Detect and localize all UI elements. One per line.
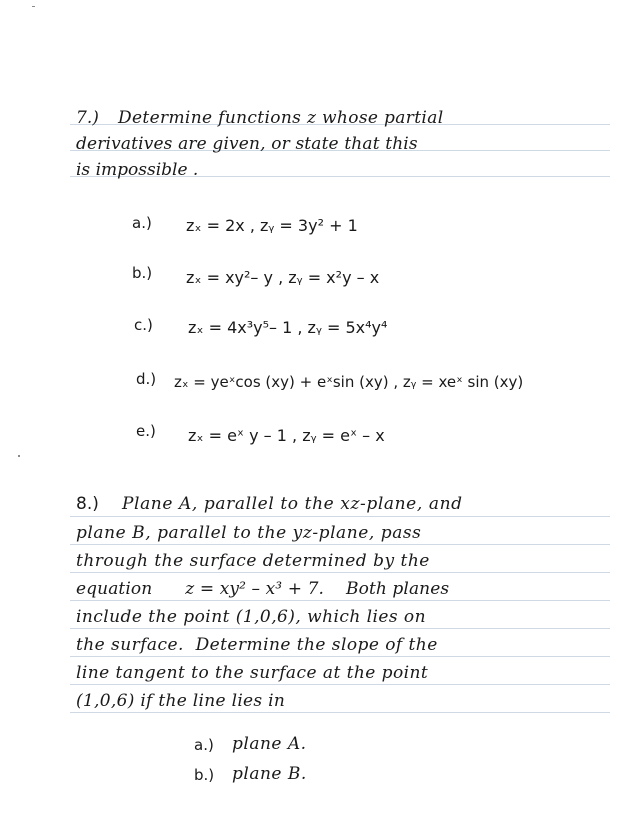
part-8a-label: a.) xyxy=(194,736,214,754)
ruled-line xyxy=(70,712,610,713)
part-8a-text: plane A. xyxy=(232,734,307,754)
part-7c-equation: zₓ = 4x³y⁵– 1 , zᵧ = 5x⁴y⁴ xyxy=(188,318,388,337)
scan-speck xyxy=(32,6,35,7)
problem8-line-3: through the surface determined by the xyxy=(76,551,430,571)
ruled-line xyxy=(70,516,610,517)
ruled-line xyxy=(70,684,610,685)
ruled-line xyxy=(70,600,610,601)
scan-speck xyxy=(18,455,20,457)
ruled-line xyxy=(70,572,610,573)
problem7-line-1: Determine functions z whose partial xyxy=(118,108,444,128)
part-8b-label: b.) xyxy=(194,766,215,784)
problem8-line-4: equation z = xy² – x³ + 7. Both planes xyxy=(76,579,450,599)
part-7a-label: a.) xyxy=(132,214,152,232)
part-7d-equation: zₓ = yeˣcos (xy) + eˣsin (xy) , zᵧ = xeˣ sin (xy) xyxy=(174,373,524,391)
problem8-line-1: Plane A, parallel to the xz-plane, and xyxy=(122,494,463,514)
ruled-line xyxy=(70,544,610,545)
problem8-number: 8.) xyxy=(76,494,99,514)
problem8-line-8: (1,0,6) if the line lies in xyxy=(76,691,286,711)
problem7-line-3: is impossible . xyxy=(76,160,199,180)
part-8b-text: plane B. xyxy=(232,764,307,784)
ruled-line xyxy=(70,656,610,657)
ruled-line xyxy=(70,628,610,629)
part-7e-equation: zₓ = eˣ y – 1 , zᵧ = eˣ – x xyxy=(188,426,385,445)
part-7e-label: e.) xyxy=(136,422,156,440)
part-7a-equation: zₓ = 2x , zᵧ = 3y² + 1 xyxy=(186,216,358,235)
problem8-line-5: include the point (1,0,6), which lies on xyxy=(76,607,427,627)
problem7-number: 7.) xyxy=(76,108,99,128)
part-7b-label: b.) xyxy=(132,264,153,282)
problem7-line-2: derivatives are given, or state that this xyxy=(76,134,418,154)
problem8-line-6: the surface. Determine the slope of the xyxy=(76,635,438,655)
part-7c-label: c.) xyxy=(134,316,153,334)
part-7b-equation: zₓ = xy²– y , zᵧ = x²y – x xyxy=(186,268,380,287)
problem8-line-7: line tangent to the surface at the point xyxy=(76,663,429,683)
problem8-line-2: plane B, parallel to the yz-plane, pass xyxy=(76,523,422,543)
part-7d-label: d.) xyxy=(136,370,157,388)
